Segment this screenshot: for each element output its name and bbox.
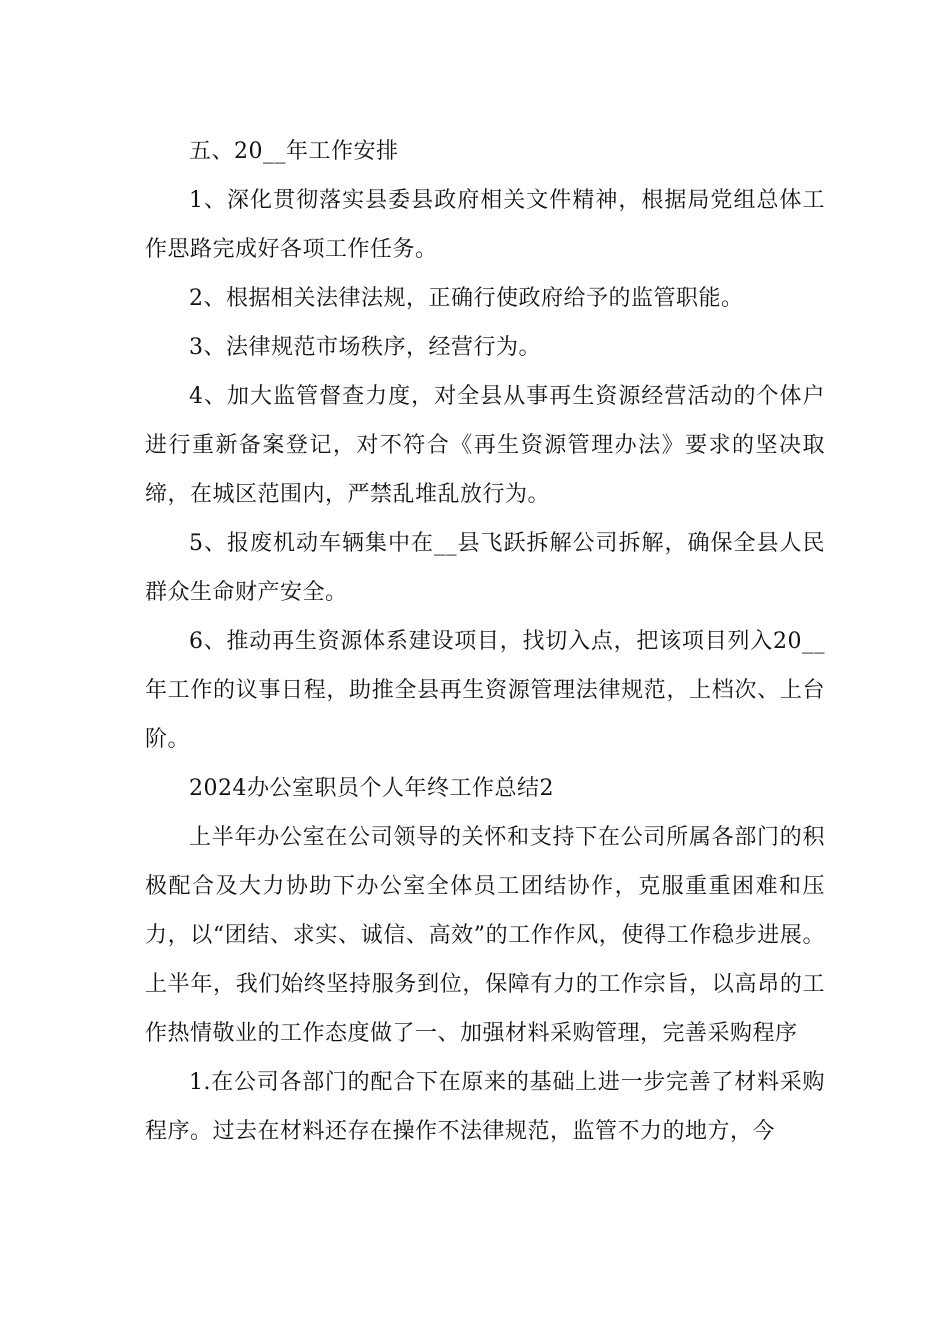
- paragraph-item-5: 5、报废机动车辆集中在__县飞跃拆解公司拆解，确保全县人民群众生命财产安全。: [145, 531, 825, 605]
- document-subtitle: 2024办公室职员个人年终工作总结2: [189, 776, 554, 801]
- paragraph-item-1: 1、深化贯彻落实县委县政府相关文件精神，根据局党组总体工作思路完成好各项工作任务。: [145, 188, 825, 262]
- paragraph-procurement: 1.在公司各部门的配合下在原来的基础上进一步完善了材料采购程序。过去在材料还存在操作不法律规范，监管不力的地方，今: [145, 1070, 825, 1144]
- section-heading: 五、20__年工作安排: [189, 139, 399, 164]
- paragraph-item-3: 3、法律规范市场秩序，经营行为。: [189, 335, 541, 360]
- document-body: [145, 127, 825, 1156]
- paragraph-item-4: 4、加大监管督查力度，对全县从事再生资源经营活动的个体户进行重新备案登记，对不符合《再生资源管理办法》要求的坚决取缔，在城区范围内，严禁乱堆乱放行为。: [145, 384, 825, 507]
- paragraph-item-6: 6、推动再生资源体系建设项目，找切入点，把该项目列入20__年工作的议事日程，助推全县再生资源管理法律规范，上档次、上台阶。: [145, 629, 825, 752]
- paragraph-item-2: 2、根据相关法律法规，正确行使政府给予的监管职能。: [189, 286, 744, 311]
- paragraph-summary: 上半年办公室在公司领导的关怀和支持下在公司所属各部门的积极配合及大力协助下办公室全体员工团结协作，克服重重困难和压力，以“团结、求实、诚信、高效”的工作作风，使得工作稳步进展。上半年，我们始终坚持服务到位，保障有力的工作宗旨，以高昂的工作热情敬业的工作态度做了一、加强材料采购管理，完善采购程序: [145, 825, 825, 1046]
